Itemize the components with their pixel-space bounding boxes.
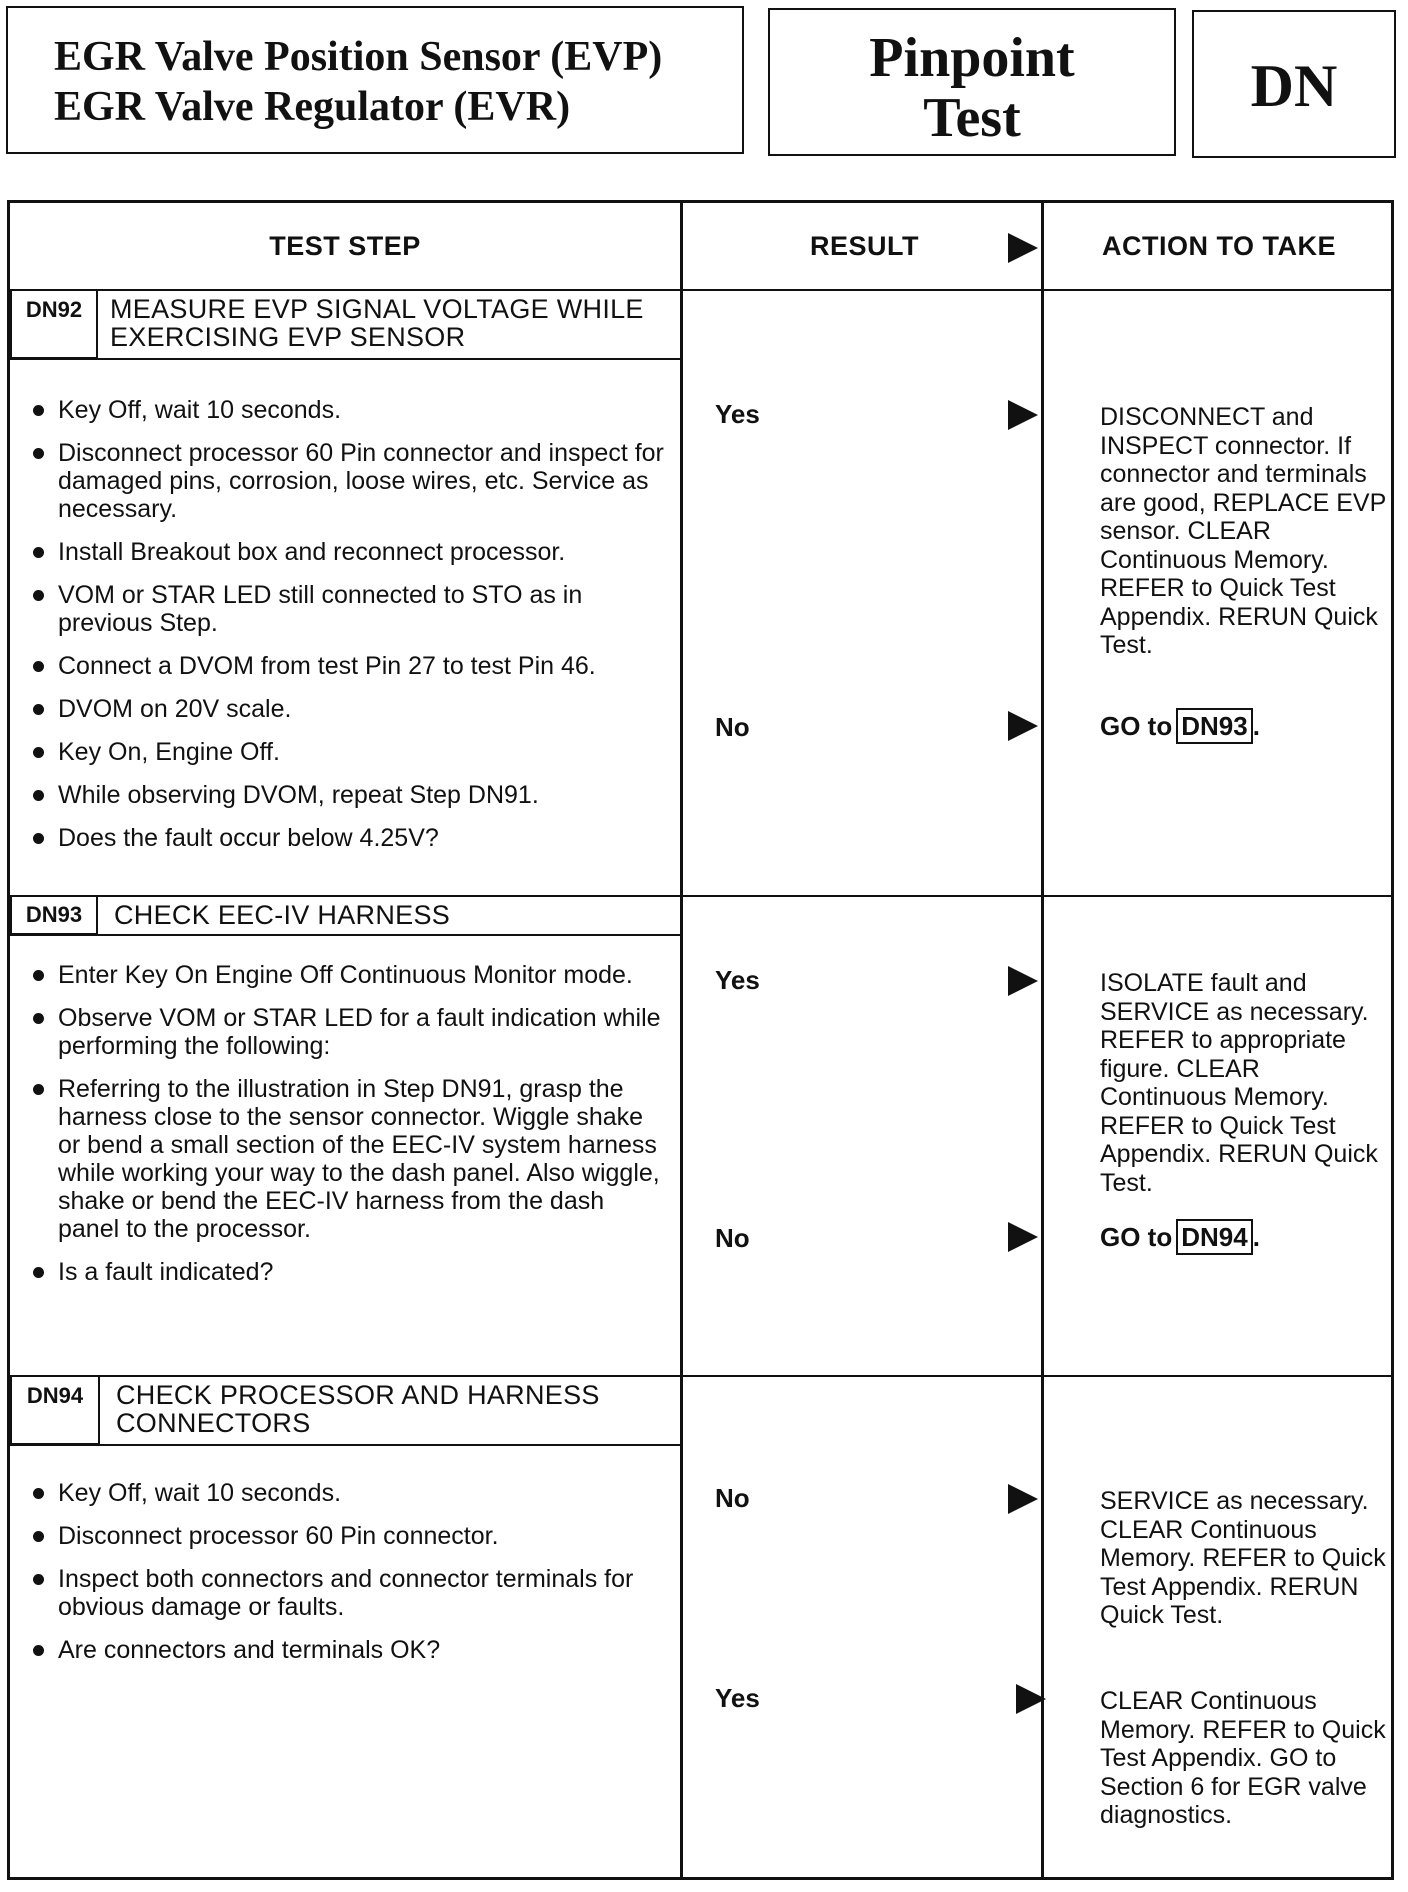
list-item: Disconnect processor 60 Pin connector and inspect for damaged pins, corrosion, loose wires, etc. Service as necessary. [30,439,670,523]
step-title-rule [10,358,680,360]
title-line-1: EGR Valve Position Sensor (EVP) [54,34,663,80]
header-row-rule [10,289,1391,291]
goto-step-link[interactable]: DN93 [1176,708,1252,744]
list-item: Is a fault indicated? [30,1258,670,1286]
result-label: No [715,1483,750,1513]
result-label: Yes [715,1683,760,1713]
column-header-action: ACTION TO TAKE [1102,230,1336,261]
result-label: Yes [715,965,760,995]
list-item: DVOM on 20V scale. [30,695,670,723]
list-item: Inspect both connectors and connector terminals for obvious damage or faults. [30,1565,670,1621]
arrow-right-icon [1008,400,1038,430]
list-item: Observe VOM or STAR LED for a fault indication while performing the following: [30,1004,670,1060]
arrow-right-icon [1008,966,1038,996]
pinpoint-line-1: Pinpoint [869,27,1075,89]
title-box [6,6,744,154]
step-title-rule [10,1444,680,1446]
arrow-right-icon [1008,1484,1038,1514]
pinpoint-table [7,200,1394,1880]
step-code-dn94: DN94 [10,1375,100,1445]
pinpoint-test-box [768,8,1176,156]
result-label: Yes [715,399,760,429]
arrow-right-icon [1016,1684,1046,1714]
result-label: No [715,712,750,742]
list-item: VOM or STAR LED still connected to STO as in previous Step. [30,581,670,637]
divider-test-result [680,203,683,1877]
test-code-box [1192,10,1396,158]
list-item: While observing DVOM, repeat Step DN91. [30,781,670,809]
list-item: Key Off, wait 10 seconds. [30,1479,670,1507]
step-code-dn93: DN93 [10,895,98,935]
list-item: Install Breakout box and reconnect processor. [30,538,670,566]
action-text: SERVICE as necessary. CLEAR Continuous Memory. REFER to Quick Test Appendix. RERUN Quick Test. [1100,1487,1386,1629]
arrow-right-icon [1008,1222,1038,1252]
list-item: Does the fault occur below 4.25V? [30,824,670,852]
step-separator-dn94 [10,1375,1391,1377]
arrow-right-icon [1008,711,1038,741]
list-item: Connect a DVOM from test Pin 27 to test Pin 46. [30,652,670,680]
list-item: Enter Key On Engine Off Continuous Monitor mode. [30,961,670,989]
step-bullets-dn93 [30,961,670,1301]
step-bullets-dn94 [30,1479,670,1679]
pinpoint-line-2: Test [923,87,1021,149]
test-code: DN [1250,53,1338,119]
goto-action: GO to DN94 . [1100,1219,1260,1255]
list-item: Are connectors and terminals OK? [30,1636,670,1664]
step-separator-dn93 [10,895,1391,897]
column-header-test-step: TEST STEP [269,230,421,261]
action-text: CLEAR Continuous Memory. REFER to Quick Test Appendix. GO to Section 6 for EGR valve diagnostics. [1100,1687,1386,1829]
result-label: No [715,1223,750,1253]
goto-action: GO to DN93 . [1100,708,1260,744]
action-text: DISCONNECT and INSPECT connector. If connector and terminals are good, REPLACE EVP sensor. CLEAR Continuous Memory. REFER to Quick Test Appendix. RERUN Quick Test. [1100,403,1386,659]
step-title-rule [10,934,680,936]
list-item: Referring to the illustration in Step DN91, grasp the harness close to the sensor connector. Wiggle shake or bend a small section of the EEC-IV system harness while working your way to the dash panel. Also wiggle, shake or bend the EEC-IV harness from the dash panel to the processor. [30,1075,670,1243]
goto-step-link[interactable]: DN94 [1176,1219,1252,1255]
title-line-2: EGR Valve Regulator (EVR) [54,84,571,130]
step-title-dn94: CHECK PROCESSOR AND HARNESS CONNECTORS [116,1380,600,1438]
step-code-dn92: DN92 [10,289,98,359]
step-title-dn93: CHECK EEC-IV HARNESS [114,900,451,930]
step-title-dn92: MEASURE EVP SIGNAL VOLTAGE WHILE EXERCISING EVP SENSOR [110,294,644,352]
list-item: Disconnect processor 60 Pin connector. [30,1522,670,1550]
divider-result-action [1041,203,1044,1877]
result-arrow-icon [1008,233,1038,263]
step-bullets-dn92 [30,396,670,867]
action-text: ISOLATE fault and SERVICE as necessary. REFER to appropriate figure. CLEAR Continuous Memory. REFER to Quick Test Appendix. RERUN Quick Test. [1100,969,1378,1197]
list-item: Key On, Engine Off. [30,738,670,766]
column-header-result: RESULT [810,230,919,261]
list-item: Key Off, wait 10 seconds. [30,396,670,424]
